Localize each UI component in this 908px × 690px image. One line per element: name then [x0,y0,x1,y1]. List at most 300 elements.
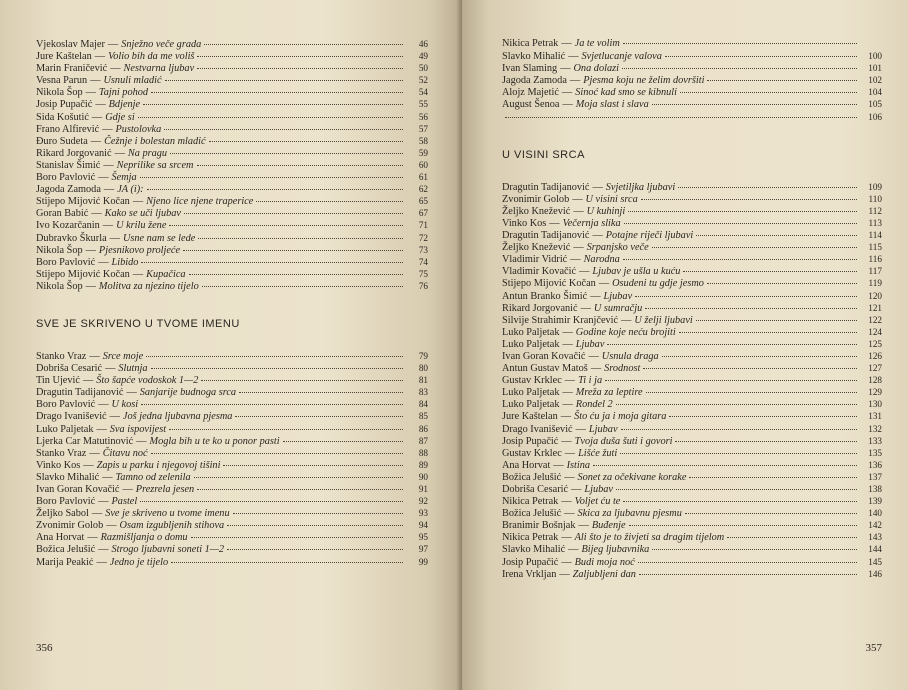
dot-leader [209,141,403,142]
dot-leader [197,68,403,69]
toc-list-top [36,38,428,292]
toc-title: Sva ispovijest [109,423,167,435]
toc-separator: — [114,147,125,159]
toc-page-number: 92 [418,496,428,507]
toc-separator: — [91,111,103,123]
toc-entry [502,74,882,86]
toc-separator: — [90,135,102,147]
toc-page-number: 104 [868,87,882,98]
toc-author: Dragutin Tadijanović [36,387,124,399]
toc-separator: — [590,363,602,375]
toc-author: Slavko Mihalić [36,471,100,483]
toc-title: Slutnja [118,363,148,375]
toc-title: Osam izgubljenih stihova [119,520,225,532]
toc-separator: — [98,544,109,556]
toc-title: Usnuli mladić [103,75,162,87]
toc-separator: — [90,75,101,87]
toc-page-number: 119 [868,278,882,289]
toc-page-number: 127 [868,363,882,374]
page-number: 356 [36,642,53,654]
toc-page-number: 132 [868,423,882,434]
toc-entry [36,531,428,543]
toc-title: Pustolovka [115,123,162,135]
toc-page-number: 87 [418,435,428,446]
toc-entry [36,244,428,256]
toc-separator: — [564,508,575,520]
toc-page-number: 46 [418,39,428,49]
toc-separator: — [85,244,96,256]
toc-entry [502,495,882,507]
dot-leader [191,537,403,538]
toc-entry [502,350,882,362]
toc-title: Sanjarije budnoga srca [139,387,237,399]
toc-separator: — [82,375,94,387]
dot-leader [669,416,857,417]
toc-separator: — [592,181,603,193]
toc-title: Čežnje i bolestan mladić [104,135,206,147]
toc-entry [502,205,882,217]
dot-leader [652,549,857,550]
toc-separator: — [562,399,573,411]
toc-entry [36,280,428,292]
toc-author: Zvonimir Golob [502,193,570,205]
toc-title: Narodna [583,254,620,266]
toc-entry [36,495,428,507]
toc-separator: — [102,471,113,483]
toc-author: Boro Pavlović [36,496,96,508]
toc-page-number: 125 [868,338,882,349]
toc-page-number: 122 [868,314,882,325]
toc-title: U kosi [111,399,139,411]
toc-separator: — [621,314,632,326]
toc-separator: — [561,556,572,568]
toc-entry [502,111,882,123]
toc-author: Željko Knežević [502,242,571,254]
dot-leader [198,238,403,239]
toc-title: Mogla bih u te ko u ponor pasti [149,435,280,447]
toc-title: Strogo ljubavni soneti 1—2 [111,544,225,556]
dot-leader [624,223,857,224]
toc-title: U krilu žene [116,220,167,232]
toc-list-section [36,350,428,568]
toc-page-number: 67 [418,208,428,219]
toc-entry [36,435,428,447]
toc-entry [502,193,882,205]
toc-entry [36,74,428,86]
dot-leader [140,501,403,502]
toc-title: Sinoć kad smo se kibnuli [575,87,678,99]
toc-page-number: 81 [418,375,428,386]
dot-leader [639,574,857,575]
toc-page-number: 131 [868,411,882,422]
toc-title: Nestvarna ljubav [123,63,195,75]
toc-page-number: 145 [868,556,882,567]
toc-author: Josip Pupačić [502,435,559,447]
toc-author: Ivan Goran Kovačić [36,484,120,495]
toc-page-number: 72 [418,232,428,243]
toc-entry [502,302,882,314]
section-heading: SVE JE SKRIVENO U TVOME IMENU [36,317,240,330]
dot-leader [707,80,857,81]
toc-author: Đuro Sudeta [36,135,88,147]
dot-leader [151,92,403,93]
toc-entry [502,507,882,519]
toc-page-number: 139 [868,496,882,507]
toc-page-number: 130 [868,399,882,410]
dot-leader [689,477,857,478]
toc-author: Stijepo Mijović Kočan [502,278,596,290]
toc-page-number: 88 [418,447,428,458]
toc-page-number: 102 [868,75,882,86]
dot-leader [696,320,857,321]
toc-title: Što šapće vodoskok 1—2 [96,375,199,387]
toc-page-number: 85 [418,411,428,422]
toc-title: Njeno lice njene traperice [146,196,254,208]
toc-author: Boro Pavlović [36,172,96,184]
toc-entry [36,386,428,398]
toc-title: Na pragu [127,147,168,159]
toc-author: Nikola Šop [36,244,83,256]
toc-author: Ana Horvat [502,459,551,471]
toc-separator: — [132,268,144,280]
dot-leader [140,177,403,178]
toc-separator: — [570,254,581,266]
toc-title: Tajni pohod [98,87,149,99]
dot-leader [505,117,857,118]
toc-separator: — [562,387,573,399]
toc-author: Drago Ivanišević [36,411,107,423]
dot-leader [675,441,857,442]
toc-title: Osudeni tu gdje jesmo [612,278,704,290]
toc-entry [502,362,882,374]
toc-entry [36,219,428,231]
toc-separator: — [564,447,576,459]
toc-page-number: 90 [418,471,428,482]
toc-entry [502,459,882,471]
toc-page-number: 73 [418,244,428,255]
toc-separator: — [573,205,584,217]
toc-entry [502,98,882,110]
toc-entry [502,543,882,555]
toc-separator: — [109,411,120,423]
toc-separator: — [561,87,573,99]
toc-entry [502,519,882,531]
toc-separator: — [83,459,94,471]
toc-author: Drago Ivanišević [502,423,573,435]
dot-leader [151,453,403,454]
toc-entry [502,471,882,483]
toc-separator: — [98,172,109,184]
toc-title: Večernja slika [562,217,621,229]
dot-leader [183,250,403,251]
toc-entry [502,435,882,447]
toc-title: Sve je skriveno u tvome imenu [105,508,230,520]
toc-entry [36,207,428,219]
dot-leader [169,225,403,226]
toc-title: Buđenje [591,520,626,532]
toc-page-number: 140 [868,508,882,519]
toc-page-number: 120 [868,290,882,301]
toc-separator: — [572,193,583,205]
dot-leader [679,332,857,333]
toc-title: Ali što je to živjeti sa dragim tijelom [574,532,725,544]
toc-author: Jure Kaštelan [36,51,92,63]
toc-author: Marija Peakić [36,556,94,568]
dot-leader [165,80,403,81]
toc-page-number: 95 [418,532,428,543]
toc-separator: — [91,208,102,220]
toc-author: Vesna Parun [36,75,88,87]
toc-entry [36,483,428,495]
dot-leader [141,262,403,263]
toc-page-number: 112 [868,205,882,216]
toc-page-number: 55 [418,99,428,110]
dot-leader [616,489,857,490]
toc-title: Pastel [111,496,138,508]
dot-leader [707,283,857,284]
toc-page-number: 105 [868,99,882,110]
toc-page-number: 59 [418,147,428,158]
dot-leader [623,259,857,260]
toc-entry [502,338,882,350]
toc-author: Ivan Slaming [502,63,558,75]
toc-author: Stanko Vraz [36,350,87,362]
toc-separator: — [95,99,106,111]
toc-author: Željko Sabol [36,508,89,520]
dot-leader [643,368,857,369]
toc-title: Neprilike sa srcem [116,159,194,171]
dot-leader [696,235,857,236]
toc-title: Ljubav [588,423,618,435]
toc-page-number: 49 [418,51,428,62]
dot-leader [665,56,857,57]
toc-entry [502,229,882,241]
toc-author: Sida Košutić [36,111,89,123]
toc-title: Sonet za očekivane korake [577,471,687,483]
toc-entry [36,135,428,147]
dot-leader [146,356,403,357]
toc-title: Svjetlucanje valova [581,51,662,63]
toc-title: Tvoja duša šuti i govori [574,435,673,447]
toc-separator: — [85,87,96,99]
toc-title: Ljubav [603,290,633,302]
toc-entry [502,483,882,495]
dot-leader [623,43,857,44]
toc-page-number: 135 [868,447,882,458]
toc-entry [36,268,428,280]
toc-author: Luko Paljetak [502,326,560,338]
toc-page-number: 74 [418,256,428,267]
toc-title: Gdje si [105,111,135,123]
toc-page-number: 117 [868,266,882,277]
toc-entry [36,507,428,519]
toc-entry [502,314,882,326]
toc-page-number: 143 [868,532,882,543]
toc-title: Rondel 2 [575,399,613,411]
toc-author: Dobriša Cesarić [502,484,569,495]
toc-page-number: 114 [868,230,882,241]
dot-leader [622,68,857,69]
toc-author: Slavko Mihalić [502,51,566,63]
toc-page-number: 115 [868,242,882,253]
toc-entry [502,326,882,338]
toc-separator: — [561,496,572,508]
toc-entry [502,181,882,193]
toc-title: Voljet ću te [574,496,621,508]
toc-separator: — [580,302,591,314]
toc-title: Čitavu noć [102,447,148,459]
toc-author: Irena Vrkljan [502,568,557,580]
dot-leader [227,549,403,550]
toc-entry [36,171,428,183]
toc-entry [502,374,882,386]
toc-author: Nikica Petrak [502,496,559,508]
toc-list-section [502,181,882,580]
toc-entry [502,265,882,277]
toc-separator: — [590,290,601,302]
toc-entry [502,290,882,302]
toc-title: Ja te volim [574,38,620,49]
toc-author: Stijepo Mijović Kočan [36,268,130,280]
toc-author: Antun Branko Šimić [502,290,588,302]
dot-leader [184,213,403,214]
toc-title: Usne nam se lede [122,232,196,244]
toc-entry [502,38,882,50]
toc-title: Svjetiljka ljubavi [605,181,676,193]
toc-page-number: 56 [418,111,428,122]
toc-entry [36,398,428,410]
toc-author: Jure Kaštelan [502,411,558,423]
toc-separator: — [549,217,560,229]
dot-leader [646,392,857,393]
toc-page-number: 136 [868,459,882,470]
toc-separator: — [85,280,96,292]
toc-author: Luko Paljetak [502,399,560,411]
toc-separator: — [91,508,103,520]
toc-author: Nikica Petrak [502,38,559,49]
toc-page-number: 109 [868,181,882,192]
toc-page-number: 58 [418,135,428,146]
toc-author: Jagoda Zamoda [36,184,101,196]
toc-title: Lišće žuti [578,447,618,459]
toc-entry [36,183,428,195]
toc-page-number: 50 [418,63,428,74]
toc-page-number: 57 [418,123,428,134]
toc-title: Srce moje [102,350,144,362]
dot-leader [645,308,857,309]
toc-page-number: 83 [418,387,428,398]
toc-page-number: 128 [868,375,882,386]
toc-author: Nikica Petrak [502,532,559,544]
toc-author: Alojz Majetić [502,87,559,99]
toc-author: Antun Gustav Matoš [502,363,588,375]
toc-author: Vinko Kos [502,217,547,229]
toc-separator: — [564,471,575,483]
toc-page-number: 100 [868,51,882,62]
toc-title: U želji ljubavi [634,314,693,326]
toc-entry [36,471,428,483]
toc-title: Zaljubljeni dan [572,568,636,580]
toc-author: Božica Jelušić [502,508,562,520]
toc-author: Stanko Vraz [36,447,87,459]
dot-leader [680,92,857,93]
toc-entry [36,123,428,135]
dot-leader [652,247,857,248]
toc-entry [36,195,428,207]
toc-separator: — [568,51,579,63]
toc-page-number: 91 [418,484,428,494]
toc-author: Ivan Goran Kovačić [502,350,586,362]
toc-author: Slavko Mihalić [502,544,566,556]
dot-leader [593,465,857,466]
toc-entry [502,217,882,229]
toc-title: Zapis u parku i njegovoj tišini [96,459,221,471]
toc-separator: — [103,184,115,196]
toc-separator: — [564,375,576,387]
dot-leader [641,199,857,200]
dot-leader [621,429,857,430]
toc-author: Luko Paljetak [502,387,560,399]
toc-entry [502,253,882,265]
toc-page-number: 106 [868,111,882,122]
toc-page-number: 129 [868,387,882,398]
toc-separator: — [573,242,584,254]
dot-leader [638,562,857,563]
dot-leader [171,562,403,563]
toc-entry [36,519,428,531]
toc-separator: — [560,63,571,75]
toc-separator: — [132,196,144,208]
toc-author: Vjekoslav Majer [36,39,105,50]
toc-entry [36,50,428,62]
dot-leader [678,187,857,188]
toc-author: Tin Ujević [36,375,80,387]
dot-leader [223,465,403,466]
toc-page-number: 113 [868,217,882,228]
toc-author: Vinko Kos [36,459,81,471]
toc-title: U sumračju [593,302,643,314]
toc-separator: — [571,484,582,495]
toc-entry [502,386,882,398]
toc-separator: — [592,230,603,242]
toc-page-number: 97 [418,544,428,555]
dot-leader [727,537,857,538]
toc-page-number: 116 [868,254,882,265]
toc-author: Zvonimir Golob [36,520,104,532]
toc-author: Dragutin Tadijanović [502,230,590,242]
toc-entry [36,423,428,435]
dot-leader [141,404,403,405]
dot-leader [616,404,857,405]
toc-separator: — [568,544,579,556]
toc-title: Libido [111,256,139,268]
toc-list-top [502,38,882,123]
toc-entry [502,568,882,580]
toc-page-number: 144 [868,544,882,555]
toc-separator: — [562,338,573,350]
toc-title: Budi moja noć [574,556,635,568]
toc-separator: — [96,423,107,435]
toc-title: Kupačica [146,268,186,280]
toc-title: Godine koje neću brojiti [575,326,676,338]
toc-page-number: 79 [418,350,428,361]
toc-page-number: 138 [868,484,882,494]
toc-separator: — [94,51,106,63]
toc-separator: — [98,496,109,508]
toc-page-number: 99 [418,556,428,567]
toc-entry [502,62,882,74]
toc-title: Pjesma koju ne želim dovršiti [583,75,705,87]
